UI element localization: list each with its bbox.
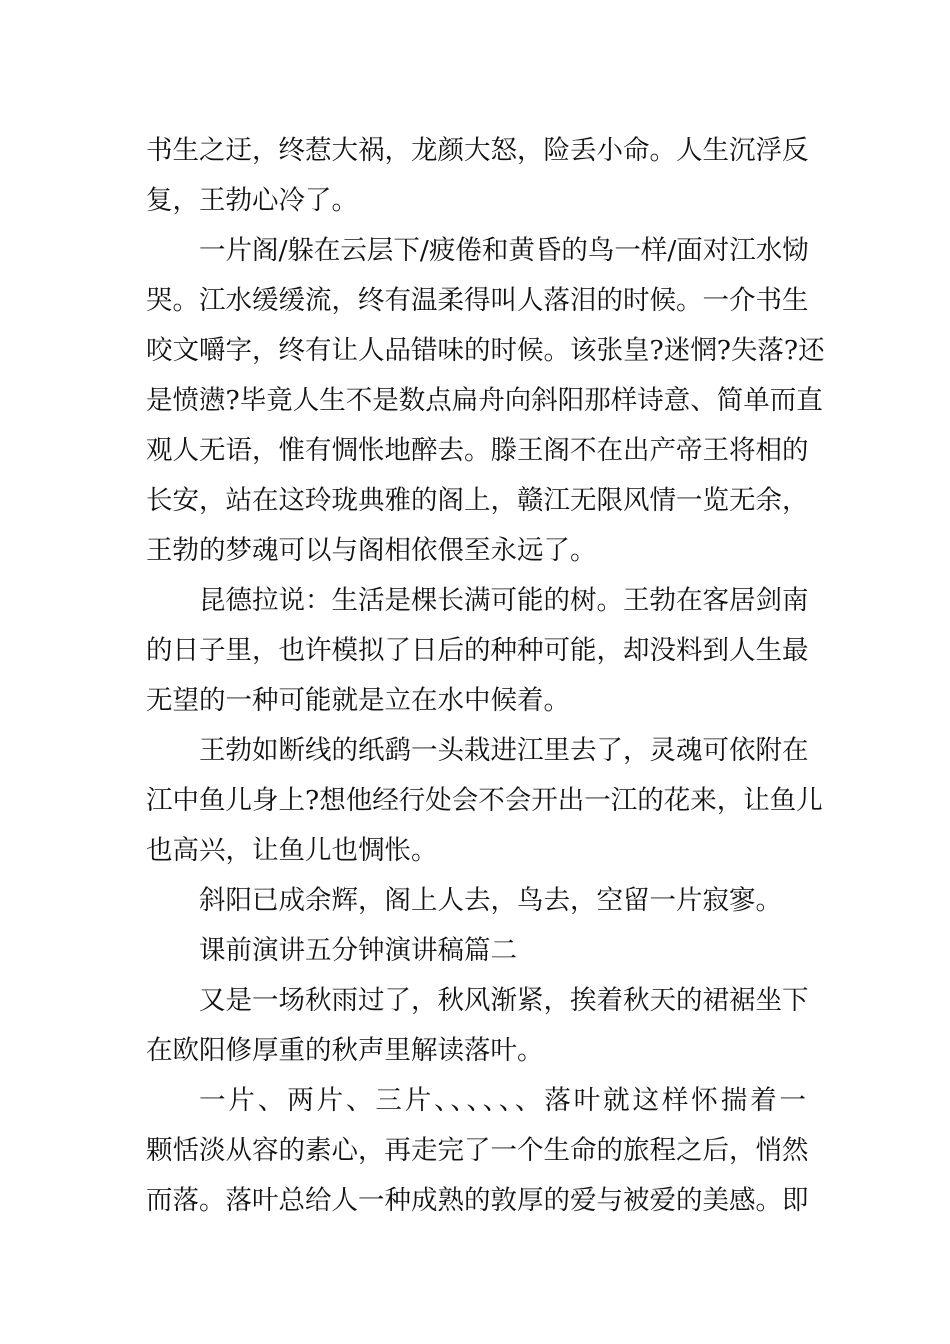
text-line: 是愤懑?毕竟人生不是数点扁舟向斜阳那样诗意、简单而直: [146, 385, 823, 416]
text-line: 长安，站在这玲珑典雅的阁上，赣江无限风情一览无余，: [146, 485, 809, 516]
text-line: 颗恬淡从容的素心，再走完了一个生命的旅程之后，悄然: [146, 1135, 809, 1166]
text-line: 而落。落叶总给人一种成熟的敦厚的爱与被爱的美感。即: [146, 1185, 809, 1216]
text-line: 王勃的梦魂可以与阁相依偎至永远了。: [146, 535, 597, 566]
text-line: 在欧阳修厚重的秋声里解读落叶。: [146, 1035, 544, 1066]
text-line: 复，王勃心冷了。: [146, 185, 358, 216]
article-body: [146, 126, 825, 1226]
text-line: 一片阁/躲在云层下/疲倦和黄昏的鸟一样/面对江水恸: [199, 235, 809, 266]
text-line: 观人无语，惟有惆怅地醉去。滕王阁不在出产帝王将相的: [146, 435, 809, 466]
text-line: 王勃如断线的纸鹞一头栽进江里去了，灵魂可依附在: [199, 735, 809, 766]
text-line: 课前演讲五分钟演讲稿篇二: [199, 935, 517, 966]
text-line: 书生之迂，终惹大祸，龙颜大怒，险丢小命。人生沉浮反: [146, 135, 809, 166]
text-line: 无望的一种可能就是立在水中候着。: [146, 685, 570, 716]
text-line: 也高兴，让鱼儿也惆怅。: [146, 835, 438, 866]
text-line: 哭。江水缓缓流，终有温柔得叫人落泪的时候。一介书生: [146, 285, 809, 316]
text-line: 又是一场秋雨过了，秋风渐紧，挨着秋天的裙裾坐下: [199, 985, 809, 1016]
text-line: 江中鱼儿身上?想他经行处会不会开出一江的花来，让鱼儿: [146, 785, 823, 816]
text-line: 昆德拉说：生活是棵长满可能的树。王勃在客居剑南: [199, 585, 809, 616]
text-line: 咬文嚼字，终有让人品错味的时候。该张皇?迷惘?失落?还: [146, 335, 825, 366]
text-line: 的日子里，也许模拟了日后的种种可能，却没料到人生最: [146, 635, 809, 666]
text-line: 斜阳已成余辉，阁上人去，鸟去，空留一片寂寥。: [199, 885, 782, 916]
text-line: 一片、两片、三片、、、、、、落叶就这样怀揣着一: [199, 1085, 806, 1116]
